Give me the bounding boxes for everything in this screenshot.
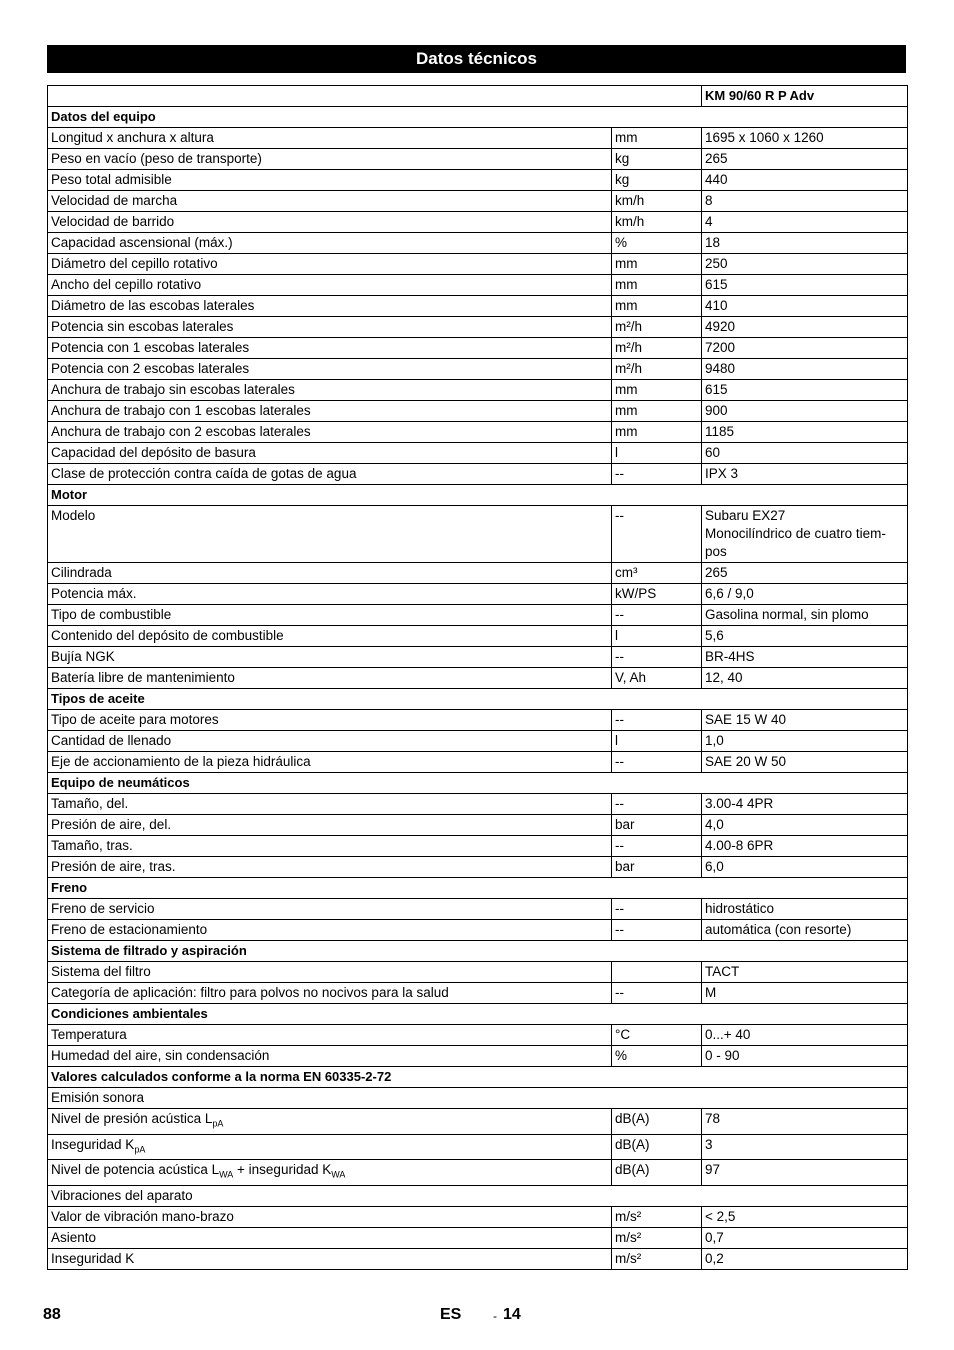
spec-label-subscript: WA	[331, 1170, 346, 1181]
spec-value	[702, 752, 908, 773]
section-title: Freno	[48, 878, 908, 899]
spec-value-text: 97	[705, 1162, 721, 1178]
spec-label	[48, 647, 612, 668]
technical-data-table	[47, 85, 908, 1270]
spec-label-text: Presión de aire, del.	[51, 817, 172, 832]
spec-label	[48, 275, 612, 296]
spec-unit: mm	[612, 401, 702, 422]
spec-unit: l	[612, 443, 702, 464]
spec-label-text: Asiento	[51, 1230, 97, 1246]
spec-value	[702, 422, 908, 443]
spec-label-text: Potencia con 1 escobas laterales	[51, 340, 250, 355]
spec-label-text: Peso total admisible	[51, 172, 172, 187]
spec-label	[48, 1249, 612, 1270]
spec-value-text: 615	[705, 277, 728, 292]
spec-value	[702, 920, 908, 941]
table-row	[48, 506, 908, 563]
spec-value	[702, 962, 908, 983]
table-row	[48, 380, 908, 401]
spec-value-text: 4,0	[705, 817, 724, 832]
spec-label	[48, 983, 612, 1004]
spec-value	[702, 626, 908, 647]
spec-value	[702, 212, 908, 233]
spec-value	[702, 443, 908, 464]
spec-value	[702, 605, 908, 626]
table-row	[48, 962, 908, 983]
spec-unit: km/h	[612, 212, 702, 233]
spec-unit: kW/PS	[612, 584, 702, 605]
spec-label-text: Tipo de combustible	[51, 607, 172, 622]
spec-value-text: IPX 3	[705, 466, 739, 481]
spec-label-text: Valor de vibración mano-brazo	[51, 1209, 234, 1225]
spec-label-text: Diámetro del cepillo rotativo	[51, 256, 218, 271]
spec-unit: --	[612, 983, 702, 1004]
spec-value-text: 12, 40	[705, 670, 743, 685]
spec-unit: bar	[612, 815, 702, 836]
table-row	[48, 626, 908, 647]
table-row	[48, 1249, 908, 1270]
spec-unit: dB(A)	[612, 1109, 702, 1135]
spec-label-text: Anchura de trabajo sin escobas laterales	[51, 382, 295, 397]
spec-value	[702, 731, 908, 752]
spec-unit: --	[612, 464, 702, 485]
spec-label	[48, 464, 612, 485]
spec-label	[48, 668, 612, 689]
spec-unit: m²/h	[612, 338, 702, 359]
spec-unit: mm	[612, 296, 702, 317]
table-row	[48, 899, 908, 920]
spec-unit: m/s²	[612, 1249, 702, 1270]
spec-value-text: 60	[705, 445, 721, 460]
spec-label	[48, 317, 612, 338]
spec-label-text: Anchura de trabajo con 2 escobas laterales	[51, 424, 311, 439]
spec-label-text: Categoría de aplicación: filtro para polvos no nocivos para la salud	[51, 985, 449, 1000]
spec-unit: --	[612, 920, 702, 941]
spec-label	[48, 1228, 612, 1249]
spec-unit: mm	[612, 254, 702, 275]
table-row	[48, 1228, 908, 1249]
spec-value-text: 1695 x 1060 x 1260	[705, 130, 824, 145]
spec-label	[48, 836, 612, 857]
spec-unit: kg	[612, 170, 702, 191]
spec-label-text: Velocidad de barrido	[51, 214, 175, 229]
spec-label	[48, 710, 612, 731]
spec-value-text: 5,6	[705, 628, 724, 643]
spec-value-text: 0,2	[705, 1251, 724, 1267]
spec-label	[48, 1134, 612, 1160]
spec-label	[48, 170, 612, 191]
spec-value-text: 6,6 / 9,0	[705, 586, 754, 601]
spec-label-text: Potencia sin escobas laterales	[51, 319, 234, 334]
spec-unit: km/h	[612, 191, 702, 212]
footer-dash: -	[493, 1309, 497, 1323]
spec-value	[702, 191, 908, 212]
section-page-number: 14	[503, 1306, 521, 1323]
spec-label-text: Inseguridad K	[51, 1136, 135, 1152]
spec-unit: m²/h	[612, 359, 702, 380]
spec-label-subscript: WA	[219, 1170, 234, 1181]
spec-unit: mm	[612, 380, 702, 401]
table-row	[48, 1025, 908, 1046]
spec-label-text: Freno de estacionamiento	[51, 922, 208, 937]
spec-label	[48, 962, 612, 983]
section-title: Equipo de neumáticos	[48, 773, 908, 794]
table-row	[48, 563, 908, 584]
spec-label-text: Inseguridad K	[51, 1251, 135, 1267]
spec-label-text: Velocidad de marcha	[51, 193, 178, 208]
table-row	[48, 359, 908, 380]
spec-value-text: TACT	[705, 964, 740, 979]
spec-label-text: Batería libre de mantenimiento	[51, 670, 235, 685]
spec-unit: --	[612, 647, 702, 668]
spec-value-text: 78	[705, 1111, 721, 1126]
table-row	[48, 464, 908, 485]
spec-label	[48, 380, 612, 401]
section-header-row	[48, 107, 908, 128]
table-row	[48, 422, 908, 443]
spec-unit: cm³	[612, 563, 702, 584]
spec-value-line: pos	[705, 544, 727, 559]
spec-value	[702, 1025, 908, 1046]
spec-value	[702, 836, 908, 857]
spec-label	[48, 815, 612, 836]
spec-value	[702, 317, 908, 338]
spec-unit: m²/h	[612, 317, 702, 338]
spec-value-text: 265	[705, 151, 728, 166]
spec-value	[702, 380, 908, 401]
spec-unit: --	[612, 836, 702, 857]
table-row	[48, 338, 908, 359]
spec-value	[702, 149, 908, 170]
spec-value	[702, 1134, 908, 1160]
spec-label-text: Capacidad del depósito de basura	[51, 445, 256, 460]
spec-value-text: 7200	[705, 340, 736, 355]
table-row	[48, 443, 908, 464]
table-row	[48, 1046, 908, 1067]
section-header-row	[48, 1067, 908, 1088]
spec-label-subscript: pA	[212, 1118, 224, 1129]
spec-value	[702, 359, 908, 380]
spec-value	[702, 668, 908, 689]
spec-unit: mm	[612, 275, 702, 296]
spec-label-text: Potencia máx.	[51, 586, 137, 601]
spec-label-text: Ancho del cepillo rotativo	[51, 277, 202, 292]
spec-label-text-continued: + inseguridad K	[233, 1162, 332, 1178]
spec-label-text: Presión de aire, tras.	[51, 859, 176, 874]
page-number: 88	[43, 1306, 61, 1323]
spec-label	[48, 1025, 612, 1046]
header-spacer-cell	[48, 86, 702, 107]
table-row	[48, 983, 908, 1004]
spec-label	[48, 128, 612, 149]
spec-value-text: SAE 20 W 50	[705, 754, 787, 769]
language-code: ES	[440, 1306, 462, 1323]
spec-value	[702, 1160, 908, 1186]
spec-label	[48, 1046, 612, 1067]
table-row	[48, 275, 908, 296]
table-row	[48, 1160, 908, 1186]
spec-value	[702, 857, 908, 878]
spec-value-text: < 2,5	[705, 1209, 736, 1225]
spec-label	[48, 920, 612, 941]
table-row	[48, 731, 908, 752]
spec-label	[48, 401, 612, 422]
spec-value	[702, 506, 908, 563]
spec-value-text: 410	[705, 298, 728, 313]
table-row	[48, 668, 908, 689]
spec-label-text: Modelo	[51, 508, 96, 523]
spec-value-text: hidrostático	[705, 901, 775, 916]
spec-value	[702, 563, 908, 584]
spec-value-text: 4.00-8 6PR	[705, 838, 774, 853]
spec-label	[48, 296, 612, 317]
spec-label-text: Bujía NGK	[51, 649, 115, 664]
spec-value	[702, 128, 908, 149]
spec-unit: bar	[612, 857, 702, 878]
spec-label	[48, 626, 612, 647]
section-title: Motor	[48, 485, 908, 506]
spec-value	[702, 296, 908, 317]
spec-value-text: 1185	[705, 424, 735, 439]
spec-unit: °C	[612, 1025, 702, 1046]
spec-label-text: Clase de protección contra caída de gotas de agua	[51, 466, 357, 481]
spec-label-text: Capacidad ascensional (máx.)	[51, 235, 233, 250]
section-header-row	[48, 878, 908, 899]
spec-unit: dB(A)	[612, 1134, 702, 1160]
table-row	[48, 815, 908, 836]
spec-value-text: 0...+ 40	[705, 1027, 751, 1042]
spec-value-text: SAE 15 W 40	[705, 712, 787, 727]
spec-label-text: Cilindrada	[51, 565, 112, 580]
spec-label-text: Cantidad de llenado	[51, 733, 172, 748]
spec-value-text: 250	[705, 256, 728, 271]
spec-unit: kg	[612, 149, 702, 170]
spec-label-text: Diámetro de las escobas laterales	[51, 298, 255, 313]
spec-label	[48, 443, 612, 464]
spec-label	[48, 899, 612, 920]
spec-unit: m/s²	[612, 1228, 702, 1249]
section-header-row	[48, 689, 908, 710]
section-title: Valores calculados conforme a la norma EN 60335-2-72	[48, 1067, 908, 1088]
spec-value	[702, 584, 908, 605]
spec-label-text: Longitud x anchura x altura	[51, 130, 214, 145]
spec-value-text: 4920	[705, 319, 736, 334]
section-title: Sistema de filtrado y aspiración	[48, 941, 908, 962]
spec-value-text: Subaru EX27	[705, 508, 786, 523]
table-row	[48, 296, 908, 317]
spec-value	[702, 464, 908, 485]
table-row	[48, 710, 908, 731]
table-row	[48, 401, 908, 422]
spec-label	[48, 752, 612, 773]
spec-value-text: 8	[705, 193, 713, 208]
page-title: Datos técnicos	[47, 45, 906, 73]
spec-label	[48, 338, 612, 359]
spec-value	[702, 338, 908, 359]
spec-label	[48, 212, 612, 233]
spec-unit: m/s²	[612, 1207, 702, 1228]
spec-unit: %	[612, 233, 702, 254]
spec-value-text: 18	[705, 235, 721, 250]
spec-label	[48, 1207, 612, 1228]
table-row	[48, 1186, 908, 1207]
spec-value	[702, 275, 908, 296]
table-row	[48, 1134, 908, 1160]
spec-label	[48, 1160, 612, 1186]
table-row	[48, 149, 908, 170]
spec-value	[702, 1046, 908, 1067]
spec-value-text: 3.00-4 4PR	[705, 796, 774, 811]
spec-value	[702, 1249, 908, 1270]
spec-unit	[612, 962, 702, 983]
spec-unit: V, Ah	[612, 668, 702, 689]
spec-unit: --	[612, 605, 702, 626]
spec-label-text: Humedad del aire, sin condensación	[51, 1048, 270, 1063]
spec-value	[702, 1109, 908, 1135]
section-title: Tipos de aceite	[48, 689, 908, 710]
spec-value	[702, 899, 908, 920]
spec-value-text: M	[705, 985, 717, 1000]
table-row	[48, 1109, 908, 1135]
spec-value	[702, 794, 908, 815]
table-row	[48, 191, 908, 212]
spec-label-text: Tamaño, del.	[51, 796, 129, 811]
table-row	[48, 647, 908, 668]
table-row	[48, 170, 908, 191]
spec-label	[48, 359, 612, 380]
table-row	[48, 584, 908, 605]
spec-value	[702, 254, 908, 275]
spec-label-text: Tamaño, tras.	[51, 838, 133, 853]
section-header-row	[48, 941, 908, 962]
spec-value	[702, 710, 908, 731]
spec-value-text: automática (con resorte)	[705, 922, 852, 937]
spec-value-text: 440	[705, 172, 728, 187]
spec-label-text: Sistema del filtro	[51, 964, 151, 979]
spec-value	[702, 647, 908, 668]
section-header-row	[48, 1004, 908, 1025]
spec-label	[48, 1088, 908, 1109]
spec-label-text: Nivel de presión acústica L	[51, 1111, 213, 1126]
spec-label	[48, 857, 612, 878]
table-row	[48, 128, 908, 149]
section-header-row	[48, 485, 908, 506]
spec-value-text: 1,0	[705, 733, 724, 748]
table-row	[48, 317, 908, 338]
table-row	[48, 857, 908, 878]
spec-label-text: Nivel de potencia acústica L	[51, 1162, 220, 1178]
spec-label-text: Temperatura	[51, 1027, 127, 1042]
spec-value-text: 265	[705, 565, 728, 580]
spec-value-text: 0 - 90	[705, 1048, 740, 1063]
spec-label-text: Eje de accionamiento de la pieza hidráulica	[51, 754, 311, 769]
spec-label	[48, 1186, 908, 1207]
spec-label-subscript: pA	[134, 1144, 146, 1155]
spec-label	[48, 584, 612, 605]
spec-value	[702, 1207, 908, 1228]
spec-unit: --	[612, 899, 702, 920]
table-row	[48, 1207, 908, 1228]
spec-label	[48, 563, 612, 584]
spec-unit: mm	[612, 422, 702, 443]
spec-unit: --	[612, 710, 702, 731]
spec-value	[702, 815, 908, 836]
spec-unit: --	[612, 794, 702, 815]
table-row	[48, 920, 908, 941]
table-body	[48, 86, 908, 1270]
table-row	[48, 836, 908, 857]
table-row	[48, 1088, 908, 1109]
spec-label	[48, 1109, 612, 1135]
table-row	[48, 605, 908, 626]
spec-label	[48, 794, 612, 815]
spec-label-text: Anchura de trabajo con 1 escobas laterales	[51, 403, 311, 418]
section-header-row	[48, 773, 908, 794]
spec-label	[48, 422, 612, 443]
spec-unit: --	[612, 506, 702, 563]
table-row	[48, 794, 908, 815]
spec-label-text: Contenido del depósito de combustible	[51, 628, 284, 643]
spec-label	[48, 254, 612, 275]
spec-value-text: 4	[705, 214, 713, 229]
spec-label-text: Potencia con 2 escobas laterales	[51, 361, 250, 376]
spec-label-text: Emisión sonora	[51, 1090, 145, 1105]
table-row	[48, 752, 908, 773]
spec-label	[48, 149, 612, 170]
spec-label	[48, 731, 612, 752]
table-row	[48, 254, 908, 275]
spec-value-text: 9480	[705, 361, 736, 376]
spec-value-text: Gasolina normal, sin plomo	[705, 607, 869, 622]
spec-value-line: Monocilíndrico de cuatro tiem-	[705, 526, 886, 541]
spec-label-text: Tipo de aceite para motores	[51, 712, 219, 727]
spec-unit: l	[612, 626, 702, 647]
spec-unit: %	[612, 1046, 702, 1067]
spec-value-text: 0,7	[705, 1230, 724, 1246]
spec-label	[48, 605, 612, 626]
spec-unit: mm	[612, 128, 702, 149]
section-title: Condiciones ambientales	[48, 1004, 908, 1025]
spec-value-text: 615	[705, 382, 728, 397]
spec-unit: dB(A)	[612, 1160, 702, 1186]
spec-value-text: BR-4HS	[705, 649, 755, 664]
model-header: KM 90/60 R P Adv	[702, 86, 908, 107]
spec-value	[702, 170, 908, 191]
section-title: Datos del equipo	[48, 107, 908, 128]
spec-label	[48, 506, 612, 563]
spec-value	[702, 983, 908, 1004]
spec-label-text: Vibraciones del aparato	[51, 1188, 193, 1204]
spec-value	[702, 401, 908, 422]
spec-value-text: 6,0	[705, 859, 724, 874]
spec-value-text: 3	[705, 1136, 713, 1152]
table-header-row	[48, 86, 908, 107]
spec-value-text: 900	[705, 403, 728, 418]
spec-label	[48, 191, 612, 212]
spec-label	[48, 233, 612, 254]
spec-value	[702, 233, 908, 254]
spec-label-text: Peso en vacío (peso de transporte)	[51, 151, 262, 166]
spec-label-text: Freno de servicio	[51, 901, 155, 916]
spec-value	[702, 1228, 908, 1249]
spec-unit: --	[612, 752, 702, 773]
table-row	[48, 233, 908, 254]
spec-unit: l	[612, 731, 702, 752]
table-row	[48, 212, 908, 233]
